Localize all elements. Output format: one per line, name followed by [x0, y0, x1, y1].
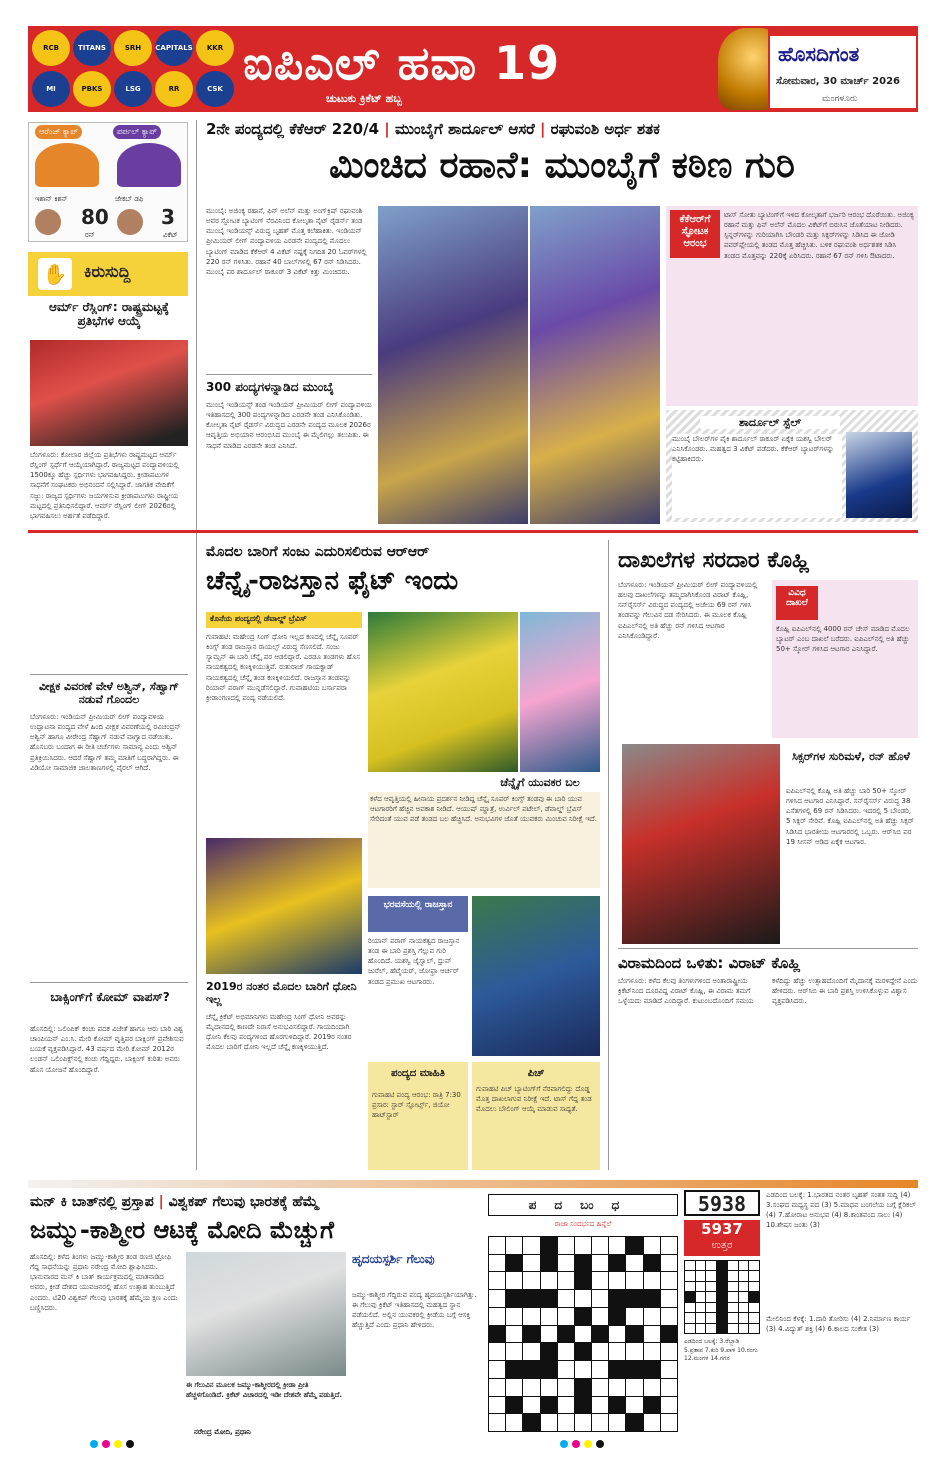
answer-cell [696, 1303, 706, 1312]
answer-cell [717, 1303, 727, 1312]
kicker: ರಘುವಂಶಿ ಅರ್ಧ ಶತಕ [550, 120, 660, 138]
crossword-cell[interactable] [609, 1326, 625, 1343]
crossword-cell[interactable] [489, 1272, 505, 1289]
crossword-cell[interactable] [626, 1343, 642, 1360]
crossword-cell [609, 1290, 625, 1307]
crossword-cell [541, 1290, 557, 1307]
crossword-cell [541, 1237, 557, 1254]
team-logo: LSG [114, 71, 152, 107]
crossword-cell[interactable] [661, 1290, 677, 1307]
crossword-cell[interactable] [644, 1379, 660, 1396]
crossword-cell [626, 1290, 642, 1307]
crossword-cell [523, 1326, 539, 1343]
crossword-cell [626, 1326, 642, 1343]
masthead [768, 28, 918, 110]
team-logo: RR [155, 71, 193, 107]
answer-cell [696, 1324, 706, 1333]
newspaper-name: ಹೊಸದಿಗಂತ [778, 42, 860, 66]
crossword-cell [592, 1326, 608, 1343]
crossword-cell[interactable] [644, 1414, 660, 1431]
answer-cell [749, 1324, 759, 1333]
hand-icon: ✋ [38, 258, 72, 290]
cyan-dot [560, 1440, 568, 1448]
purple-cap-player: ಜೇಕಬ್ ಡಫಿ [115, 195, 144, 203]
answer-cell [728, 1282, 738, 1291]
cyan-dot [90, 1440, 98, 1448]
lead-kickers: 2ನೇ ಪಂದ್ಯದಲ್ಲಿ ಕೆಕೆಆರ್ 220/4 | ಮುಂಬೈಗೆ ಶಾರ್ದೂಲ್ ಆಸರೆ | ರಘುವಂಶಿ ಅರ್ಧ ಶತಕ [206, 120, 660, 138]
section-divider [28, 530, 918, 533]
prev-puzzle-number: 5937 [684, 1220, 760, 1240]
modi-body: ಹೊಸದಿಲ್ಲಿ: ಕಳೆದ ತಿಂಗಳು ಜಮ್ಮು-ಕಾಶ್ಮೀರ ತಂಡ ರಣಜಿ ಟ್ರೋಫಿ ಗೆದ್ದ ಸಾಧನೆಯನ್ನು ಪ್ರಧಾನಿ ನರೇಂದ್ರ ಮೋದಿ ಶ್ಲಾಘಿಸಿದರು. ಭಾನುವಾರದ ಮನ್ ಕಿ ಬಾತ್ ಕಾರ್ಯಕ್ರಮದಲ್ಲಿ ಮಾತನಾಡಿದ ಅವರು, ಕ್ರೀಡೆ ದೇಶದ ಯುವಜನರಲ್ಲಿ ಹೊಸ ಉತ್ಸಾಹ ತುಂಬುತ್ತಿದೆ ಎಂದರು. ಟಿ20 ವಿಶ್ವಕಪ್ ಗೆಲುವು ಭಾರತಕ್ಕೆ ಹೆಮ್ಮೆಯ ಕ್ಷಣ ಎಂದು ಬಣ್ಣಿಸಿದರು. [30, 1253, 178, 1312]
crossword-cell[interactable] [558, 1255, 574, 1272]
crossword-cell[interactable] [558, 1361, 574, 1378]
rahane-photo [378, 206, 528, 524]
crossword-cell [489, 1326, 505, 1343]
puzzle-title [488, 1194, 678, 1216]
orange-cap-label: ಆರೆಂಜ್ ಕ್ಯಾಪ್ [35, 125, 82, 139]
answer-cell [728, 1261, 738, 1270]
answer-cell [739, 1261, 749, 1270]
crossword-cell[interactable] [609, 1343, 625, 1360]
crossword-cell[interactable] [541, 1379, 557, 1396]
answer-grid [684, 1260, 760, 1334]
crossword-cell[interactable] [523, 1379, 539, 1396]
crossword-cell[interactable] [661, 1379, 677, 1396]
crossword-cell[interactable] [592, 1414, 608, 1431]
crossword-cell[interactable] [661, 1361, 677, 1378]
kicker: 2ನೇ ಪಂದ್ಯದಲ್ಲಿ ಕೆಕೆಆರ್ 220/4 [206, 120, 380, 138]
boxing-body: ಹೊಸದಿಲ್ಲಿ: ಒಲಿಂಪಿಕ್ ಕಂಚು ಪದಕ ವಿಜೇತೆ ಹಾಗೂ ಆರು ಬಾರಿ ವಿಶ್ವ ಚಾಂಪಿಯನ್ ಎಂ.ಸಿ. ಮೇರಿ ಕೋಮ್ ವೃತ್ತಿಪರ ಬಾಕ್ಸಿಂಗ್ ಪ್ರವೇಶಿಸುವ ಬಯಕೆ ವ್ಯಕ್ತಪಡಿಸಿದ್ದಾರೆ. 43 ವರ್ಷದ ಮೇರಿ ಕೋಮ್ 2012ರ ಲಂಡನ್ ಒಲಿಂಪಿಕ್ಸ್‌ನಲ್ಲಿ ಕಂಚು ಗೆದ್ದಿದ್ದರು. ಬಾಕ್ಸಿಂಗ್ ಕುರಿತು ಅವರು ಹೊಸ ಯೋಜನೆ ಹೊಂದಿದ್ದಾರೆ. [30, 1025, 184, 1074]
yellow-dot [114, 1440, 122, 1448]
kicker: ವಿಶ್ವಕಪ್ ಗೆಲುವು ಭಾರತಕ್ಕೆ ಹೆಮ್ಮೆ [168, 1194, 319, 1210]
cap-holders [28, 122, 188, 242]
crossword-cell [575, 1379, 591, 1396]
crossword-cell [575, 1255, 591, 1272]
shardul-body: ಮುಂಬೈ ಬೌಲರ್‌ಗಳ ಪೈಕಿ ಶಾರ್ದೂಲ್ ಠಾಕೂರ್ ಏಕೈಕ ಯಶಸ್ವಿ ಬೌಲರ್ ಎನಿಸಿಕೊಂಡರು. ಮಹತ್ವದ 3 ವಿಕೆಟ್ ಪಡೆದರು. ಕೆಕೆಆರ್ ಬ್ಯಾಟರ್‌ಗಳನ್ನು ಕಟ್ಟಿಹಾಕಿದರು. [672, 434, 842, 518]
crossword-cell [506, 1397, 522, 1414]
answer-cell [706, 1303, 716, 1312]
crossword-cell[interactable] [592, 1361, 608, 1378]
banner-subtitle: ಚುಟುಕು ಕ್ರಿಕೆಟ್ ಹಬ್ಬ [326, 92, 402, 105]
crossword-cell [506, 1290, 522, 1307]
crossword-cell[interactable] [558, 1272, 574, 1289]
orange-cap-player: ಇಶಾನ್ ಕಿಶನ್ [35, 195, 68, 203]
ashwin-headline: ವೀಕ್ಷಕ ವಿವರಣೆ ವೇಳೆ ಅಶ್ವಿನ್, ಸೆಹ್ವಾಗ್ ನಡುವೆ ಗೊಂದಲ [39, 680, 179, 707]
crossword-cell[interactable] [626, 1308, 642, 1325]
answer-cell [717, 1271, 727, 1280]
crossword-cell[interactable] [644, 1272, 660, 1289]
answer-cell [739, 1324, 749, 1333]
crossword-cell[interactable] [558, 1237, 574, 1254]
crossword-cell [541, 1343, 557, 1360]
crossword-cell[interactable] [489, 1308, 505, 1325]
team-logo: RCB [32, 30, 70, 66]
answer-cell [728, 1313, 738, 1322]
answer-cell [749, 1261, 759, 1270]
crossword-cell [609, 1308, 625, 1325]
divider [30, 982, 188, 983]
kicker: ಮುಂಬೈಗೆ ಶಾರ್ದೂಲ್ ಆಸರೆ [394, 120, 535, 138]
brief-news-title: ಕಿರುಸುದ್ದಿ [84, 262, 131, 281]
match-info-headline: ಪಂದ್ಯದ ಮಾಹಿತಿ [391, 1068, 445, 1079]
crossword-cell [541, 1361, 557, 1378]
crossword-cell[interactable] [541, 1326, 557, 1343]
kohli-body: ಬೆಂಗಳೂರು: ಇಂಡಿಯನ್ ಪ್ರೀಮಿಯರ್ ಲೀಗ್ ಪಂದ್ಯಾವಳಿಯಲ್ಲಿ ಹಲವು ದಾಖಲೆಗಳನ್ನು ತಮ್ಮದಾಗಿಸಿಕೊಂಡ ವಿರಾಟ್ ಕೊಹ್ಲಿ, ಸನ್‌ರೈಸರ್ಸ್ ವಿರುದ್ಧದ ಪಂದ್ಯದಲ್ಲಿ ಅಜೇಯ 69 ರನ್ ಗಳಿಸಿ ತಂಡವನ್ನು ಗೆಲುವಿನ ದಡ ಸೇರಿಸಿದರು. ಈ ಮೂಲಕ ಕೊಹ್ಲಿ ಐಪಿಎಲ್‌ನಲ್ಲಿ ಅತಿ ಹೆಚ್ಚು ರನ್ ಗಳಿಸಿದ ಆಟಗಾರ ಎನಿಸಿಕೊಂಡಿದ್ದಾರೆ. [618, 581, 758, 640]
crossword-cell[interactable] [592, 1272, 608, 1289]
crossword-cell[interactable] [661, 1343, 677, 1360]
crossword-cell[interactable] [644, 1326, 660, 1343]
arm-wrestling-headline: ಆರ್ಮ್ ರೆಸ್ಲಿಂಗ್: ರಾಷ್ಟ್ರಮಟ್ಟಕ್ಕೆ ಪ್ರತಿಭೆಗಳ ಆಯ್ಕೆ [48, 300, 169, 329]
answer-cell [706, 1261, 716, 1270]
rr-body: ರಿಯಾನ್ ಪರಾಗ್ ನಾಯಕತ್ವದ ರಾಜಸ್ತಾನ ತಂಡ ಈ ಬಾರಿ ಪ್ರಶಸ್ತಿ ಗೆಲ್ಲುವ ಗುರಿ ಹೊಂದಿದೆ. ಯಶಸ್ವಿ ಜೈಸ್ವಾಲ್, ಧ್ರುವ್ ಜುರೆಲ್, ಹೆಟ್ಮೆಯರ್, ಜೋಫ್ರಾ ಆರ್ಚರ್ ತಂಡದ ಪ್ರಮುಖ ಆಟಗಾರರು. [368, 937, 460, 986]
team-logos [32, 30, 242, 108]
avatar [35, 209, 61, 235]
divider [30, 674, 188, 675]
crossword-cell[interactable] [523, 1237, 539, 1254]
modi-quote-by: ನರೇಂದ್ರ ಮೋದಿ, ಪ್ರಧಾನಿ [194, 1428, 251, 1436]
shardul-photo [846, 432, 912, 518]
crossword-cell [506, 1361, 522, 1378]
crossword-cell [609, 1361, 625, 1378]
prev-puzzle-label: ಉತ್ತರ [684, 1240, 760, 1256]
crossword-cell[interactable] [575, 1361, 591, 1378]
answer-cell [739, 1292, 749, 1301]
sixes-body: ಐಪಿಎಲ್‌ನಲ್ಲಿ ಕೊಹ್ಲಿ ಅತಿ ಹೆಚ್ಚು ಬಾರಿ 50+ ಸ್ಕೋರ್ ಗಳಿಸಿದ ಆಟಗಾರ ಎನಿಸಿದ್ದಾರೆ. ಸನ್‌ರೈಸರ್ಸ್ ವಿರುದ್ಧ 38 ಎಸೆತಗಳಲ್ಲಿ 69 ರನ್ ಸಿಡಿಸಿದರು. ಇದರಲ್ಲಿ 5 ಬೌಂಡರಿ, 5 ಸಿಕ್ಸರ್ ಸೇರಿವೆ. ಕೊಹ್ಲಿ ಐಪಿಎಲ್‌ನಲ್ಲಿ ಅತಿ ಹೆಚ್ಚು ಸಿಕ್ಸರ್ ಸಿಡಿಸಿದ ಭಾರತೀಯ ಆಟಗಾರರಲ್ಲಿ ಒಬ್ಬರು. ಆರ್‌ಸಿಬಿ ಪರ 19 ಸೀಸನ್ ಆಡಿದ ಏಕೈಕ ಆಟಗಾರ. [786, 787, 914, 846]
mumbai-300-headline: 300 ಪಂದ್ಯಗಳನ್ನಾಡಿದ ಮುಂಬೈ [206, 380, 334, 394]
crossword-cell [626, 1237, 642, 1254]
crossword-cell[interactable] [489, 1255, 505, 1272]
purple-cap-value: 3 [161, 205, 175, 229]
answer-cell [685, 1292, 695, 1301]
crossword-cell[interactable] [541, 1272, 557, 1289]
crossword-cell [644, 1255, 660, 1272]
mumbai-300-body: ಮುಂಬೈ ಇಂಡಿಯನ್ಸ್ ತಂಡ ಇಂಡಿಯನ್ ಪ್ರೀಮಿಯರ್ ಲೀಗ್ ಪಂದ್ಯಾವಳಿಯ ಇತಿಹಾಸದಲ್ಲಿ 300 ಪಂದ್ಯಗಳನ್ನಾಡಿದ ಎರಡನೇ ತಂಡ ಎನಿಸಿಕೊಂಡಿತು. ಕೋಲ್ಕತಾ ನೈಟ್ ರೈಡರ್ಸ್ ವಿರುದ್ಧದ ಎರಡನೇ ಪಂದ್ಯದ ಮೂಲಕ 2026ರ ಆವೃತ್ತಿಯ ಅಭಿಯಾನ ಆರಂಭಿಸಿದ ಮುಂಬೈ ಈ ಮೈಲಿಗಲ್ಲು ತಲುಪಿತು. ಈ ಸಾಧನೆ ಮಾಡಿದ ಎರಡನೇ ತಂಡ ಎನಿಸಿದೆ. [206, 401, 372, 450]
crossword-cell[interactable] [489, 1343, 505, 1360]
records-body: ಕೊಹ್ಲಿ ಐಪಿಎಲ್‌ನಲ್ಲಿ 4000 ರನ್ ಚೇಸ್ ಮಾಡಿದ ಮೊದಲ ಬ್ಯಾಟರ್ ಎಂಬ ದಾಖಲೆ ಬರೆದರು. ಐಪಿಎಲ್‌ನಲ್ಲಿ ಅತಿ ಹೆಚ್ಚು 50+ ಸ್ಕೋರ್ ಗಳಿಸಿದ ಆಟಗಾರ ಎನಿಸಿದ್ದಾರೆ. [776, 625, 910, 654]
kkr-start-tag: ಕೆಕೆಆರ್‌ಗೆ ಸ್ಫೋಟಕ ಆರಂಭ [670, 210, 720, 258]
crossword-cell[interactable] [523, 1272, 539, 1289]
crossword-cell[interactable] [558, 1397, 574, 1414]
answer-cell [717, 1292, 727, 1301]
column-divider [196, 120, 197, 1170]
divider [618, 948, 918, 949]
answer-cell [696, 1313, 706, 1322]
crossword-cell[interactable] [506, 1343, 522, 1360]
answer-cell [717, 1282, 727, 1291]
team-logo: CAPITALS [155, 30, 193, 66]
crossword-cell[interactable] [592, 1290, 608, 1307]
crossword-cell[interactable] [661, 1272, 677, 1289]
black-dot [596, 1440, 604, 1448]
records-tag: ವಿವಿಧ ದಾಖಲೆ [776, 586, 818, 620]
crossword-cell[interactable] [592, 1397, 608, 1414]
rr-team-photo [472, 896, 600, 1056]
answer-cell [717, 1313, 727, 1322]
crossword-cell [523, 1414, 539, 1431]
crossword-cell[interactable] [661, 1237, 677, 1254]
answer-cell [739, 1303, 749, 1312]
answer-cell [706, 1292, 716, 1301]
brevis-tag: ಕೊನೆಯ ಪಂದ್ಯದಲ್ಲಿ ಡೆವಾಲ್ಡ್ ಬ್ರೆವಿಸ್ [206, 612, 362, 628]
crossword-cell[interactable] [575, 1326, 591, 1343]
answer-cell [717, 1324, 727, 1333]
crossword-cell [626, 1361, 642, 1378]
crossword-cell[interactable] [609, 1272, 625, 1289]
crossword-cell[interactable] [523, 1308, 539, 1325]
crossword-cell [661, 1326, 677, 1343]
crossword-cell[interactable] [644, 1237, 660, 1254]
crossword-cell [558, 1326, 574, 1343]
crossword-cell [644, 1361, 660, 1378]
crossword-cell[interactable] [661, 1255, 677, 1272]
csk-players-photo [368, 612, 518, 772]
answer-cell [706, 1313, 716, 1322]
avatar [117, 209, 143, 235]
section-divider [28, 1180, 918, 1188]
crossword-cell[interactable] [609, 1237, 625, 1254]
crossword-cell[interactable] [523, 1255, 539, 1272]
orange-cap-unit: ರನ್ [85, 231, 95, 239]
answers-across: ಎಡದಿಂದ ಬಲಕ್ಕೆ: 3.ರೆಬ್ಬಾಡಿ 5.ಪ್ರತಾಪ 7.ಕುರಿ 9.ಪಾಳಿ 10.ರಂಗು 12.ಮಂಗಳ 14.ಗಗನ [684, 1338, 758, 1363]
magenta-dot [102, 1440, 110, 1448]
crossword-cell [575, 1343, 591, 1360]
shardul-headline: ಶಾರ್ದೂಲ್ ಸ್ಪೆಲ್ [700, 416, 840, 429]
crossword-cell [541, 1397, 557, 1414]
crossword-cell[interactable] [575, 1414, 591, 1431]
clues-across: ಎಡದಿಂದ ಬಲಕ್ಕೆ: 1.ಭಾರತದ ನಂತರ ಬೃಹತ್ ಸಂತತ ಸುದ್ದಿ (4) 3.ಸಂಘದ ಮಧ್ಯಸ್ಥ ಪದ (3) 5.ಮಾಧವ ಬಂಗಲೆಯ ಬಗ್ಗೆ ಕ್ಲೆರಿಕಲ್ (4) 7.ಹೋರಾಟ ಅನುಭವ (4) 8.ಕಾಂತವಂದ ಸಾಲು (4) 10.ಶೇಷಸ ಜಂತು (3) [766, 1191, 917, 1230]
kohli-photo [622, 744, 780, 944]
rr-tag: ಭರವಸೆಯಲ್ಲಿ ರಾಜಸ್ತಾನ [368, 896, 468, 932]
answer-cell [739, 1271, 749, 1280]
crossword-cell[interactable] [541, 1414, 557, 1431]
crossword-cell[interactable] [626, 1379, 642, 1396]
registration-marks [90, 1440, 134, 1448]
crossword-cell[interactable] [489, 1397, 505, 1414]
crossword-cell[interactable] [592, 1379, 608, 1396]
brief-news-header [28, 252, 188, 296]
dhoni-photo [206, 838, 362, 974]
answer-cell [749, 1271, 759, 1280]
crossword-cell[interactable] [575, 1237, 591, 1254]
crossword-cell[interactable] [626, 1397, 642, 1414]
crossword-cell[interactable] [489, 1361, 505, 1378]
crossword-cell[interactable] [506, 1414, 522, 1431]
answer-cell [696, 1282, 706, 1291]
team-logo: CSK [196, 71, 234, 107]
crossword-cell [575, 1308, 591, 1325]
issue-date: ಸೋಮವಾರ, 30 ಮಾರ್ಚ್ 2026 [776, 76, 901, 87]
magenta-dot [572, 1440, 580, 1448]
crossword-cell[interactable] [558, 1414, 574, 1431]
yellow-dot [584, 1440, 592, 1448]
raghuvanshi-photo [530, 206, 660, 524]
registration-marks [560, 1440, 604, 1448]
orange-cap-icon [35, 143, 99, 187]
crossword-cell[interactable] [626, 1272, 642, 1289]
crossword-cell[interactable] [609, 1379, 625, 1396]
crossword-cell [575, 1272, 591, 1289]
puzzle-title-text: ಪದಬಂಧ [488, 1194, 678, 1216]
answer-cell [696, 1261, 706, 1270]
team-logo: TITANS [73, 30, 111, 66]
modi-quote: ಈ ಗೆಲುವಿನ ಮೂಲಕ ಜಮ್ಮು-ಕಾಶ್ಮೀರದಲ್ಲಿ ಕ್ರೀಡಾ ಪ್ರೀತಿ ಹೆಚ್ಚಳಗೊಂಡಿದೆ. ಕ್ರಿಕೆಟ್ ವಿಚಾರದಲ್ಲಿ ಇಡೀ ದೇಶವೇ ಹೆಮ್ಮೆ ಪಡುತ್ತಿದೆ. [186, 1381, 343, 1400]
crossword-cell[interactable] [489, 1414, 505, 1431]
pitch-headline: ಪಿಚ್ [527, 1068, 545, 1079]
crossword-cell [523, 1361, 539, 1378]
answer-cell [706, 1282, 716, 1291]
crossword-cell [506, 1255, 522, 1272]
crossword-cell[interactable] [592, 1237, 608, 1254]
crossword-cell[interactable] [592, 1308, 608, 1325]
crossword-cell[interactable] [558, 1308, 574, 1325]
crossword-cell[interactable] [506, 1308, 522, 1325]
black-dot [126, 1440, 134, 1448]
answer-cell [696, 1271, 706, 1280]
crossword-cell[interactable] [609, 1414, 625, 1431]
answer-cell [717, 1261, 727, 1270]
arm-wrestling-body: ಬೆಂಗಳೂರು: ಕೋಲಾರ ಜಿಲ್ಲೆಯ ಪ್ರತಿಭೆಗಳು ರಾಷ್ಟ್ರಮಟ್ಟದ ಆರ್ಮ್ ರೆಸ್ಲಿಂಗ್ ಸ್ಪರ್ಧೆಗೆ ಆಯ್ಕೆಯಾಗಿದ್ದಾರೆ. ರಾಜ್ಯಮಟ್ಟದ ಪಂದ್ಯಾವಳಿಯಲ್ಲಿ 1500ಕ್ಕೂ ಹೆಚ್ಚು ಸ್ಪರ್ಧಿಗಳು ಭಾಗವಹಿಸಿದ್ದರು. ಕ್ರೀಡಾಪಟುಗಳ ಸಾಧನೆಗೆ ಸಂಘಟಕರು ಅಭಿನಂದನೆ ಸಲ್ಲಿಸಿದ್ದಾರೆ. ಜಾಗತಿಕ ವೇದಿಕೆಗೆ ಸಜ್ಜು: ರಾಜ್ಯದ ಸ್ಪರ್ಧಿಗಳು ಜಯಗಳಿಸುವ ಕ್ರೀಡಾಪಟುಗಳು ರಾಷ್ಟ್ರೀಯ ಮಟ್ಟದಲ್ಲಿ ಪ್ರತಿನಿಧಿಸಲಿದ್ದಾರೆ. ಆರ್ಮ್ ರೆಸ್ಲಿಂಗ್ ಲೀಗ್ 2026ರಲ್ಲಿ ಭಾಗವಹಿಸಲು ಅರ್ಹತೆ ಪಡೆದಿದ್ದಾರೆ. [30, 451, 179, 520]
rest-body: ಬೆಂಗಳೂರು: ಕಳೆದ ಕೆಲವು ತಿಂಗಳುಗಳಿಂದ ಅಂತಾರಾಷ್ಟ್ರೀಯ ಕ್ರಿಕೆಟ್‌ನಿಂದ ದೂರವಿದ್ದ ವಿರಾಟ್ ಕೊಹ್ಲಿ, ಈ ವಿರಾಮ ತಮಗೆ ಒಳ್ಳೆಯದು ಮಾಡಿದೆ ಎಂದಿದ್ದಾರೆ. ಕುಟುಂಬದೊಂದಿಗೆ ಸಮಯ ಕಳೆದಿದ್ದು ಹೆಚ್ಚು ಉತ್ಸಾಹದೊಂದಿಗೆ ಮೈದಾನಕ್ಕೆ ಮರಳಿದ್ದೇನೆ ಎಂದು ಹೇಳಿದರು. ಆರ್‌ಸಿಬಿ ಈ ಬಾರಿ ಪ್ರಶಸ್ತಿ ಉಳಿಸಿಕೊಳ್ಳುವ ವಿಶ್ವಾಸ ವ್ಯಕ್ತಪಡಿಸಿದರು. [618, 977, 918, 1006]
arm-wrestling-photo [30, 340, 188, 446]
rest-headline: ವಿರಾಮದಿಂದ ಒಳಿತು: ವಿರಾಟ್ ಕೊಹ್ಲಿ [618, 954, 801, 972]
crossword-cell[interactable] [575, 1290, 591, 1307]
crossword-cell[interactable] [541, 1308, 557, 1325]
side-body: ಜಮ್ಮು-ಕಾಶ್ಮೀರ ಗೆದ್ದಿರುವ ಪಂದ್ಯ ಹೃದಯಸ್ಪರ್ಶಿಯಾಗಿತ್ತು. ಈ ಗೆಲುವು ಕ್ರಿಕೆಟ್ ಇತಿಹಾಸದಲ್ಲಿ ಮಹತ್ವದ ಸ್ಥಾನ ಪಡೆಯಲಿದೆ. ಅಲ್ಲಿನ ಯುವಕರಲ್ಲಿ ಕ್ರೀಡೆಯ ಬಗ್ಗೆ ಆಸಕ್ತಿ ಹೆಚ್ಚುತ್ತಿದೆ ಎಂದು ಪ್ರಧಾನಿ ಹೇಳಿದರು. [352, 1291, 477, 1330]
crossword-cell[interactable] [661, 1397, 677, 1414]
crossword-cell[interactable] [661, 1308, 677, 1325]
crossword-cell[interactable] [626, 1255, 642, 1272]
crossword-cell[interactable] [523, 1397, 539, 1414]
answer-cell [685, 1324, 695, 1333]
youth-body: ಕಳೆದ ಆವೃತ್ತಿಯಲ್ಲಿ ಹೀನಾಯ ಪ್ರದರ್ಶನ ನೀಡಿದ್ದ ಚೆನ್ನೈ ಸೂಪರ್ ಕಿಂಗ್ಸ್ ತಂಡವು ಈ ಬಾರಿ ಯುವ ಆಟಗಾರರಿಗೆ ಹೆಚ್ಚಿನ ಅವಕಾಶ ನೀಡಿದೆ. ಆಯುಷ್ ಮ್ಹಾತ್ರೆ, ಉರ್ವಿಲ್ ಪಟೇಲ್, ಡೆವಾಲ್ಡ್ ಬ್ರೆವಿಸ್ ಸೇರಿದಂತೆ ಯುವ ಪಡೆ ತಂಡದ ಬಲ ಹೆಚ್ಚಿಸಿದೆ. ಅನುಭವಿಗಳ ಜೊತೆ ಯುವಕರು ಮಿಂಚುವ ನಿರೀಕ್ಷೆ ಇದೆ. [368, 792, 600, 888]
match-info-body: ಗುವಾಹಟಿ ಪಂದ್ಯ ಆರಂಭ: ರಾತ್ರಿ 7:30 ಪ್ರಸಾರ: ಸ್ಟಾರ್ ಸ್ಪೋರ್ಟ್ಸ್, ಜಿಯೋ ಹಾಟ್‌ಸ್ಟಾರ್ [372, 1091, 461, 1120]
crossword-cell[interactable] [506, 1272, 522, 1289]
answer-cell [706, 1271, 716, 1280]
answer-cell [728, 1303, 738, 1312]
dhoni-headline: 2019ರ ನಂತರ ಮೊದಲ ಬಾರಿಗೆ ಧೋನಿ ಇಲ್ಲ [206, 980, 357, 1007]
purple-cap-unit: ವಿಕೆಟ್ [163, 231, 178, 239]
answer-cell [685, 1313, 695, 1322]
answer-cell [739, 1282, 749, 1291]
crossword-cell[interactable] [558, 1290, 574, 1307]
csk-kicker: ಮೊದಲ ಬಾರಿಗೆ ಸಂಜು ಎದುರಿಸಲಿರುವ ಆರ್‌ಆರ್ [206, 544, 430, 560]
purple-cap-label: ಪರ್ಪಲ್ ಕ್ಯಾಪ್ [113, 125, 161, 139]
rr-player-photo [520, 612, 600, 772]
modi-kickers: ಮನ್ ಕಿ ಬಾತ್‌ನಲ್ಲಿ ಪ್ರಸ್ತಾಪ | ವಿಶ್ವಕಪ್ ಗೆಲುವು ಭಾರತಕ್ಕೆ ಹೆಮ್ಮೆ [30, 1194, 319, 1210]
crossword-cell[interactable] [558, 1379, 574, 1396]
answer-cell [706, 1324, 716, 1333]
team-logo: SRH [114, 30, 152, 66]
lead-body: ಮುಂಬೈ: ಅಜಿಂಕ್ಯ ರಹಾನೆ, ಫಿನ್ ಅಲೆನ್ ಮತ್ತು ಅಂಗ್‌ಕ್ರಿಷ್ ರಘುವಂಶಿ ಅವರ ಸ್ಫೋಟಕ ಬ್ಯಾಟಿಂಗ್ ನೆರವಿನಿಂದ ಕೋಲ್ಕತಾ ನೈಟ್ ರೈಡರ್ಸ್ ತಂಡ ಮುಂಬೈ ಇಂಡಿಯನ್ಸ್ ವಿರುದ್ಧ ಬೃಹತ್ ಮೊತ್ತ ಕಲೆಹಾಕಿತು. ಇಂಡಿಯನ್ ಪ್ರೀಮಿಯರ್ ಲೀಗ್ ಪಂದ್ಯಾವಳಿಯ ಎರಡನೇ ಪಂದ್ಯದಲ್ಲಿ ಮೊದಲು ಬ್ಯಾಟಿಂಗ್ ಮಾಡಿದ ಕೆಕೆಆರ್ 4 ವಿಕೆಟ್ ನಷ್ಟಕ್ಕೆ ನಿಗದಿತ 20 ಓವರ್‌ಗಳಲ್ಲಿ 220 ರನ್ ಗಳಿಸಿತು. ರಹಾನೆ 40 ಬಾಲ್‌ಗಳಲ್ಲಿ 67 ರನ್ ಸಿಡಿಸಿದರು. ಮುಂಬೈ ಪರ ಶಾರ್ದೂಲ್ ಠಾಕೂರ್ 3 ವಿಕೆಟ್ ಕಿತ್ತು ಮಿಂಚಿದರು. [206, 207, 367, 276]
answer-cell [749, 1303, 759, 1312]
kkr-start-body: ಟಾಸ್ ಸೋತು ಬ್ಯಾಟಿಂಗ್‌ಗೆ ಇಳಿದ ಕೋಲ್ಕತಾಗೆ ಭರ್ಜರಿ ಆರಂಭ ದೊರೆಯಿತು. ಅಜಿಂಕ್ಯ ರಹಾನೆ ಮತ್ತು ಫಿನ್ ಅಲೆನ್ ಮೊದಲ ವಿಕೆಟ್‌ಗೆ ಬಿರುಸಿನ ಜೊತೆಯಾಟ ನೀಡಿದರು. ಸ್ಪಿನ್ನರ್‌ಗಳನ್ನು ಗುರಿಯಾಗಿಸಿ ಬೌಂಡರಿ ಮತ್ತು ಸಿಕ್ಸರ್‌ಗಳನ್ನು ಸಿಡಿಸಿದ ಈ ಜೋಡಿ ಪವರ್‌ಪ್ಲೇಯಲ್ಲಿ ತಂಡದ ಮೊತ್ತ ಹೆಚ್ಚಿಸಿತು. ಬಳಿಕ ರಘುವಂಶಿ ಅರ್ಧಶತಕ ಸಿಡಿಸಿ ತಂಡದ ಮೊತ್ತವನ್ನು 220ಕ್ಕೆ ಏರಿಸಿದರು. ರಹಾನೆ 67 ರನ್ ಗಳಿಸಿ ಔಟಾದರು. [724, 211, 914, 260]
answer-cell [739, 1313, 749, 1322]
team-logo: KKR [196, 30, 234, 66]
crossword-cell[interactable] [592, 1343, 608, 1360]
crossword-cell[interactable] [644, 1308, 660, 1325]
crossword-cell [644, 1290, 660, 1307]
dhoni-body: ಚೆನ್ನೈ ಕ್ರಿಕೆಟ್ ಅಭಿಮಾನಿಗಳು ಮಹೇಂದ್ರ ಸಿಂಗ್ ಧೋನಿ ಅವರನ್ನು ಮೈದಾನದಲ್ಲಿ ಕಾಣದೇ ನಿರಾಸೆ ಅನುಭವಿಸಲಿದ್ದಾರೆ. ಗಾಯದಿಂದಾಗಿ ಧೋನಿ ಕೆಲವು ಪಂದ್ಯಗಳಿಂದ ಹೊರಗುಳಿದಿದ್ದಾರೆ. 2019ರ ನಂತರ ಮೊದಲ ಬಾರಿಗೆ ಧೋನಿ ಇಲ್ಲದೆ ಚೆನ್ನೈ ಕಣಕ್ಕಿಳಿಯುತ್ತಿದೆ. [206, 1013, 352, 1052]
crossword-cell[interactable] [506, 1379, 522, 1396]
answer-cell [749, 1282, 759, 1291]
answer-cell [685, 1261, 695, 1270]
boxing-headline: ಬಾಕ್ಸಿಂಗ್‌ಗೆ ಕೋಮ್ ವಾಪಸ್? [50, 990, 170, 1004]
crossword-cell [541, 1255, 557, 1272]
crossword-cell[interactable] [506, 1326, 522, 1343]
crossword-cell[interactable] [523, 1343, 539, 1360]
answer-cell [696, 1292, 706, 1301]
kicker: ಮನ್ ಕಿ ಬಾತ್‌ನಲ್ಲಿ ಪ್ರಸ್ತಾಪ [30, 1194, 154, 1210]
modi-photo [186, 1252, 346, 1376]
purple-cap-icon [117, 143, 181, 187]
lead-headline: ಮಿಂಚಿದ ರಹಾನೆ: ಮುಂಬೈಗೆ ಕಠಿಣ ಗುರಿ [329, 145, 795, 186]
crossword-cell[interactable] [644, 1343, 660, 1360]
answer-cell [749, 1313, 759, 1322]
orange-cap-value: 80 [81, 205, 109, 229]
crossword-cell[interactable] [558, 1343, 574, 1360]
side-headline: ಹೃದಯಸ್ಪರ್ಶಿ ಗೆಲುವು [352, 1252, 435, 1266]
puzzle-number: 5938 [684, 1190, 760, 1216]
crossword-cell [609, 1397, 625, 1414]
answer-cell [685, 1303, 695, 1312]
sixes-headline: ಸಿಕ್ಸರ್‌ಗಳ ಸುರಿಮಳೆ, ರನ್ ಹೊಳೆ [792, 750, 910, 763]
youth-headline: ಚೆನ್ನೈಗೆ ಯುವಕರ ಬಲ [500, 776, 580, 789]
crossword-cell[interactable] [661, 1414, 677, 1431]
crossword-cell [523, 1290, 539, 1307]
crossword-cell [644, 1397, 660, 1414]
team-logo: PBKS [73, 71, 111, 107]
edition-city: ಮಂಗಳೂರು [822, 94, 858, 104]
crossword-cell [575, 1397, 591, 1414]
clues-down: ಮೇಲಿನಿಂದ ಕೆಳಕ್ಕೆ: 1.ದಾರಿ ತೋರಿಸು (4) 2.ನಿರ್ಮಾಣ ಕಾರ್ಯ (3) 4.ವಿದ್ಯುತ್ ಶಕ್ತಿ (4) 6.ಕಾಲದ ಸಂಕೇತ (3) [766, 1315, 911, 1334]
crossword-cell[interactable] [489, 1290, 505, 1307]
crossword-cell[interactable] [489, 1379, 505, 1396]
masthead-bar [770, 30, 916, 36]
answer-cell [685, 1271, 695, 1280]
ashwin-body: ಬೆಂಗಳೂರು: ಇಂಡಿಯನ್ ಪ್ರೀಮಿಯರ್ ಲೀಗ್ ಪಂದ್ಯಾವಳಿಯ ಉದ್ಘಾಟನಾ ಪಂದ್ಯದ ವೇಳೆ ಹಿಂದಿ ವೀಕ್ಷಕ ವಿವರಣೆಯಲ್ಲಿ ರವಿಚಂದ್ರನ್ ಅಶ್ವಿನ್ ಹಾಗೂ ವೀರೇಂದ್ರ ಸೆಹ್ವಾಗ್ ನಡುವೆ ವಾಗ್ವಾದ ನಡೆಯಿತು. ಹೊಸಬರು ಬಂದಾಗ ಈ ರೀತಿ ಚರ್ಚೆಗಳು ಸಾಮಾನ್ಯ ಎಂದು ಅಶ್ವಿನ್ ಪ್ರತಿಕ್ರಿಯಿಸಿದರು. ಆದರೆ ಸೆಹ್ವಾಗ್ ತಮ್ಮ ಮಾತಿಗೆ ಬದ್ಧರಾಗಿದ್ದರು. ಈ ವಿಡಿಯೋ ಸಾಮಾಜಿಕ ಜಾಲತಾಣಗಳಲ್ಲಿ ವೈರಲ್ ಆಗಿದೆ. [30, 713, 181, 772]
answer-cell [728, 1292, 738, 1301]
team-logo: MI [32, 71, 70, 107]
crossword-cell [609, 1255, 625, 1272]
pitch-body: ಗುವಾಹಟಿ ಪಿಚ್ ಬ್ಯಾಟಿಂಗ್‌ಗೆ ನೆರವಾಗಲಿದ್ದು ದೊಡ್ಡ ಮೊತ್ತ ದಾಖಲಾಗುವ ನಿರೀಕ್ಷೆ ಇದೆ. ಟಾಸ್ ಗೆದ್ದ ತಂಡ ಮೊದಲು ಬೌಲಿಂಗ್ ಆಯ್ಕೆ ಮಾಡುವ ಸಾಧ್ಯತೆ. [476, 1085, 592, 1114]
kohli-headline: ದಾಖಲೆಗಳ ಸರದಾರ ಕೊಹ್ಲಿ [618, 548, 810, 573]
puzzle-hint: ರಾಜಾ ಸಂದರ್ಭದ ಹಿನ್ನೆಲೆ [554, 1220, 612, 1228]
answer-cell [728, 1271, 738, 1280]
modi-headline: ಜಮ್ಮು-ಕಾಶ್ಮೀರ ಆಟಕ್ಕೆ ಮೋದಿ ಮೆಚ್ಚುಗೆ [30, 1216, 334, 1244]
answer-cell [749, 1292, 759, 1301]
answer-cell [685, 1282, 695, 1291]
answer-cell [728, 1324, 738, 1333]
banner-title: ಐಪಿಎಲ್ ಹವಾ 19 [243, 36, 561, 90]
divider [206, 374, 372, 375]
column-divider [608, 540, 609, 1170]
crossword-cell[interactable] [506, 1237, 522, 1254]
csk-headline: ಚೆನ್ನೈ-ರಾಜಸ್ತಾನ ಫೈಟ್ ಇಂದು [206, 566, 459, 596]
csk-body: ಗುವಾಹಟಿ: ಮಹೇಂದ್ರ ಸಿಂಗ್ ಧೋನಿ ಇಲ್ಲದ ಕಣದಲ್ಲಿ ಚೆನ್ನೈ ಸೂಪರ್ ಕಿಂಗ್ಸ್ ತಂಡ ರಾಜಸ್ತಾನ ರಾಯಲ್ಸ್ ವಿರುದ್ಧ ಸೆಣಸಲಿದೆ. ಸಂಜು ಸ್ಯಾಮ್ಸನ್ ಈ ಬಾರಿ ಚೆನ್ನೈ ಪರ ಆಡಲಿದ್ದಾರೆ. ಎರಡೂ ತಂಡಗಳು ಹೊಸ ನಾಯಕತ್ವದಲ್ಲಿ ಕಣಕ್ಕಿಳಿಯುತ್ತಿವೆ. ರುತುರಾಜ್ ಗಾಯಕ್ವಾಡ್ ನಾಯಕತ್ವದಲ್ಲಿ ಚೆನ್ನೈ ತಂಡ ಕಣಕ್ಕಿಳಿಯಲಿದೆ. ರಾಜಸ್ತಾನ ತಂಡವನ್ನು ರಿಯಾನ್ ಪರಾಗ್ ಮುನ್ನಡೆಸಲಿದ್ದಾರೆ. ಗುವಾಹಟಿಯ ಬರ್ಸಾಪರಾ ಕ್ರೀಡಾಂಗಣದಲ್ಲಿ ಪಂದ್ಯ ನಡೆಯಲಿದೆ. [206, 633, 360, 702]
crossword-cell[interactable] [592, 1255, 608, 1272]
crossword-cell [626, 1414, 642, 1431]
crossword-grid[interactable] [488, 1236, 678, 1432]
crossword-cell[interactable] [489, 1237, 505, 1254]
